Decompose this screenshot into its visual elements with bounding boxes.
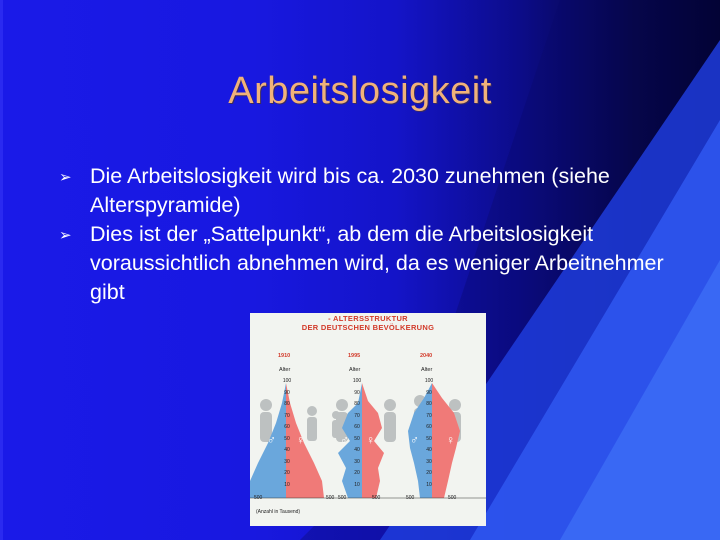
bullet-list: [59, 162, 678, 307]
age-axis-label: Alter: [421, 367, 433, 373]
age-tick-label: 100: [282, 378, 292, 384]
female-symbol-icon: ♀: [366, 433, 375, 447]
age-tick-label: 50: [354, 435, 360, 442]
age-tick-label: 70: [284, 412, 290, 419]
age-tick-label: 80: [354, 401, 360, 407]
age-tick-label: 90: [426, 389, 432, 396]
male-symbol-icon: ♂: [340, 433, 349, 447]
bullet-text: Dies ist der „Sattelpunkt“, ab dem die Arbeitslosigkeit voraussichtlich abnehmen wird, da es weniger Arbeitnehmer gibt: [90, 222, 664, 304]
age-tick-label: 70: [426, 412, 432, 419]
male-symbol-icon: ♂: [267, 433, 276, 447]
image-title-line2: DER DEUTSCHEN BEVÖLKERUNG: [301, 323, 435, 332]
age-tick-label: 40: [284, 447, 290, 453]
age-tick-label: 10: [354, 481, 360, 488]
x-tick-label: 500: [326, 495, 335, 501]
age-tick-label: 90: [284, 389, 290, 396]
age-axis-label: Alter: [349, 367, 361, 373]
age-tick-label: 30: [426, 458, 432, 465]
age-tick-label: 40: [426, 447, 432, 453]
age-axis-label: Alter: [279, 367, 291, 373]
age-tick-label: 70: [354, 412, 360, 419]
age-tick-label: 60: [284, 424, 290, 430]
age-tick-label: 80: [426, 401, 432, 407]
age-tick-label: 20: [284, 470, 290, 476]
age-tick-label: 60: [426, 424, 432, 430]
age-tick-label: 20: [354, 470, 360, 476]
age-tick-label: 10: [426, 481, 432, 488]
year-label: 2040: [420, 353, 433, 359]
arrow-bullet-icon: ➢: [59, 227, 72, 244]
slide-title: Arbeitslosigkeit: [228, 70, 492, 112]
age-tick-label: 50: [426, 435, 432, 442]
age-tick-label: 30: [354, 458, 360, 465]
x-tick-label: 500: [406, 495, 415, 501]
bullet-item: [59, 162, 678, 220]
bullet-text: Die Arbeitslosigkeit wird bis ca. 2030 zunehmen (siehe Alterspyramide): [90, 164, 610, 217]
arrow-bullet-icon: ➢: [59, 169, 72, 186]
female-symbol-icon: ♀: [296, 433, 305, 447]
male-symbol-icon: ♂: [410, 433, 419, 447]
x-tick-label: 500: [448, 495, 457, 501]
age-tick-label: 100: [424, 378, 434, 384]
age-tick-label: 80: [284, 401, 290, 407]
age-tick-label: 90: [354, 389, 360, 396]
age-tick-label: 100: [352, 378, 362, 384]
age-tick-label: 50: [284, 435, 290, 442]
x-tick-label: 500: [338, 495, 347, 501]
unit-label: (Anzahl in Tausend): [256, 509, 301, 515]
year-label: 1995: [348, 353, 361, 359]
image-title-line1: - ALTERSSTRUKTUR: [328, 314, 408, 323]
age-tick-label: 20: [426, 470, 432, 476]
population-pyramid-image: [250, 313, 486, 526]
bullet-item: [59, 220, 678, 307]
age-tick-label: 10: [284, 481, 290, 488]
age-tick-label: 30: [284, 458, 290, 465]
female-symbol-icon: ♀: [446, 433, 455, 447]
x-tick-label: 500: [254, 495, 263, 501]
x-tick-label: 500: [372, 495, 381, 501]
year-label: 1910: [278, 353, 291, 359]
age-tick-label: 60: [354, 424, 360, 430]
age-tick-label: 40: [354, 447, 360, 453]
